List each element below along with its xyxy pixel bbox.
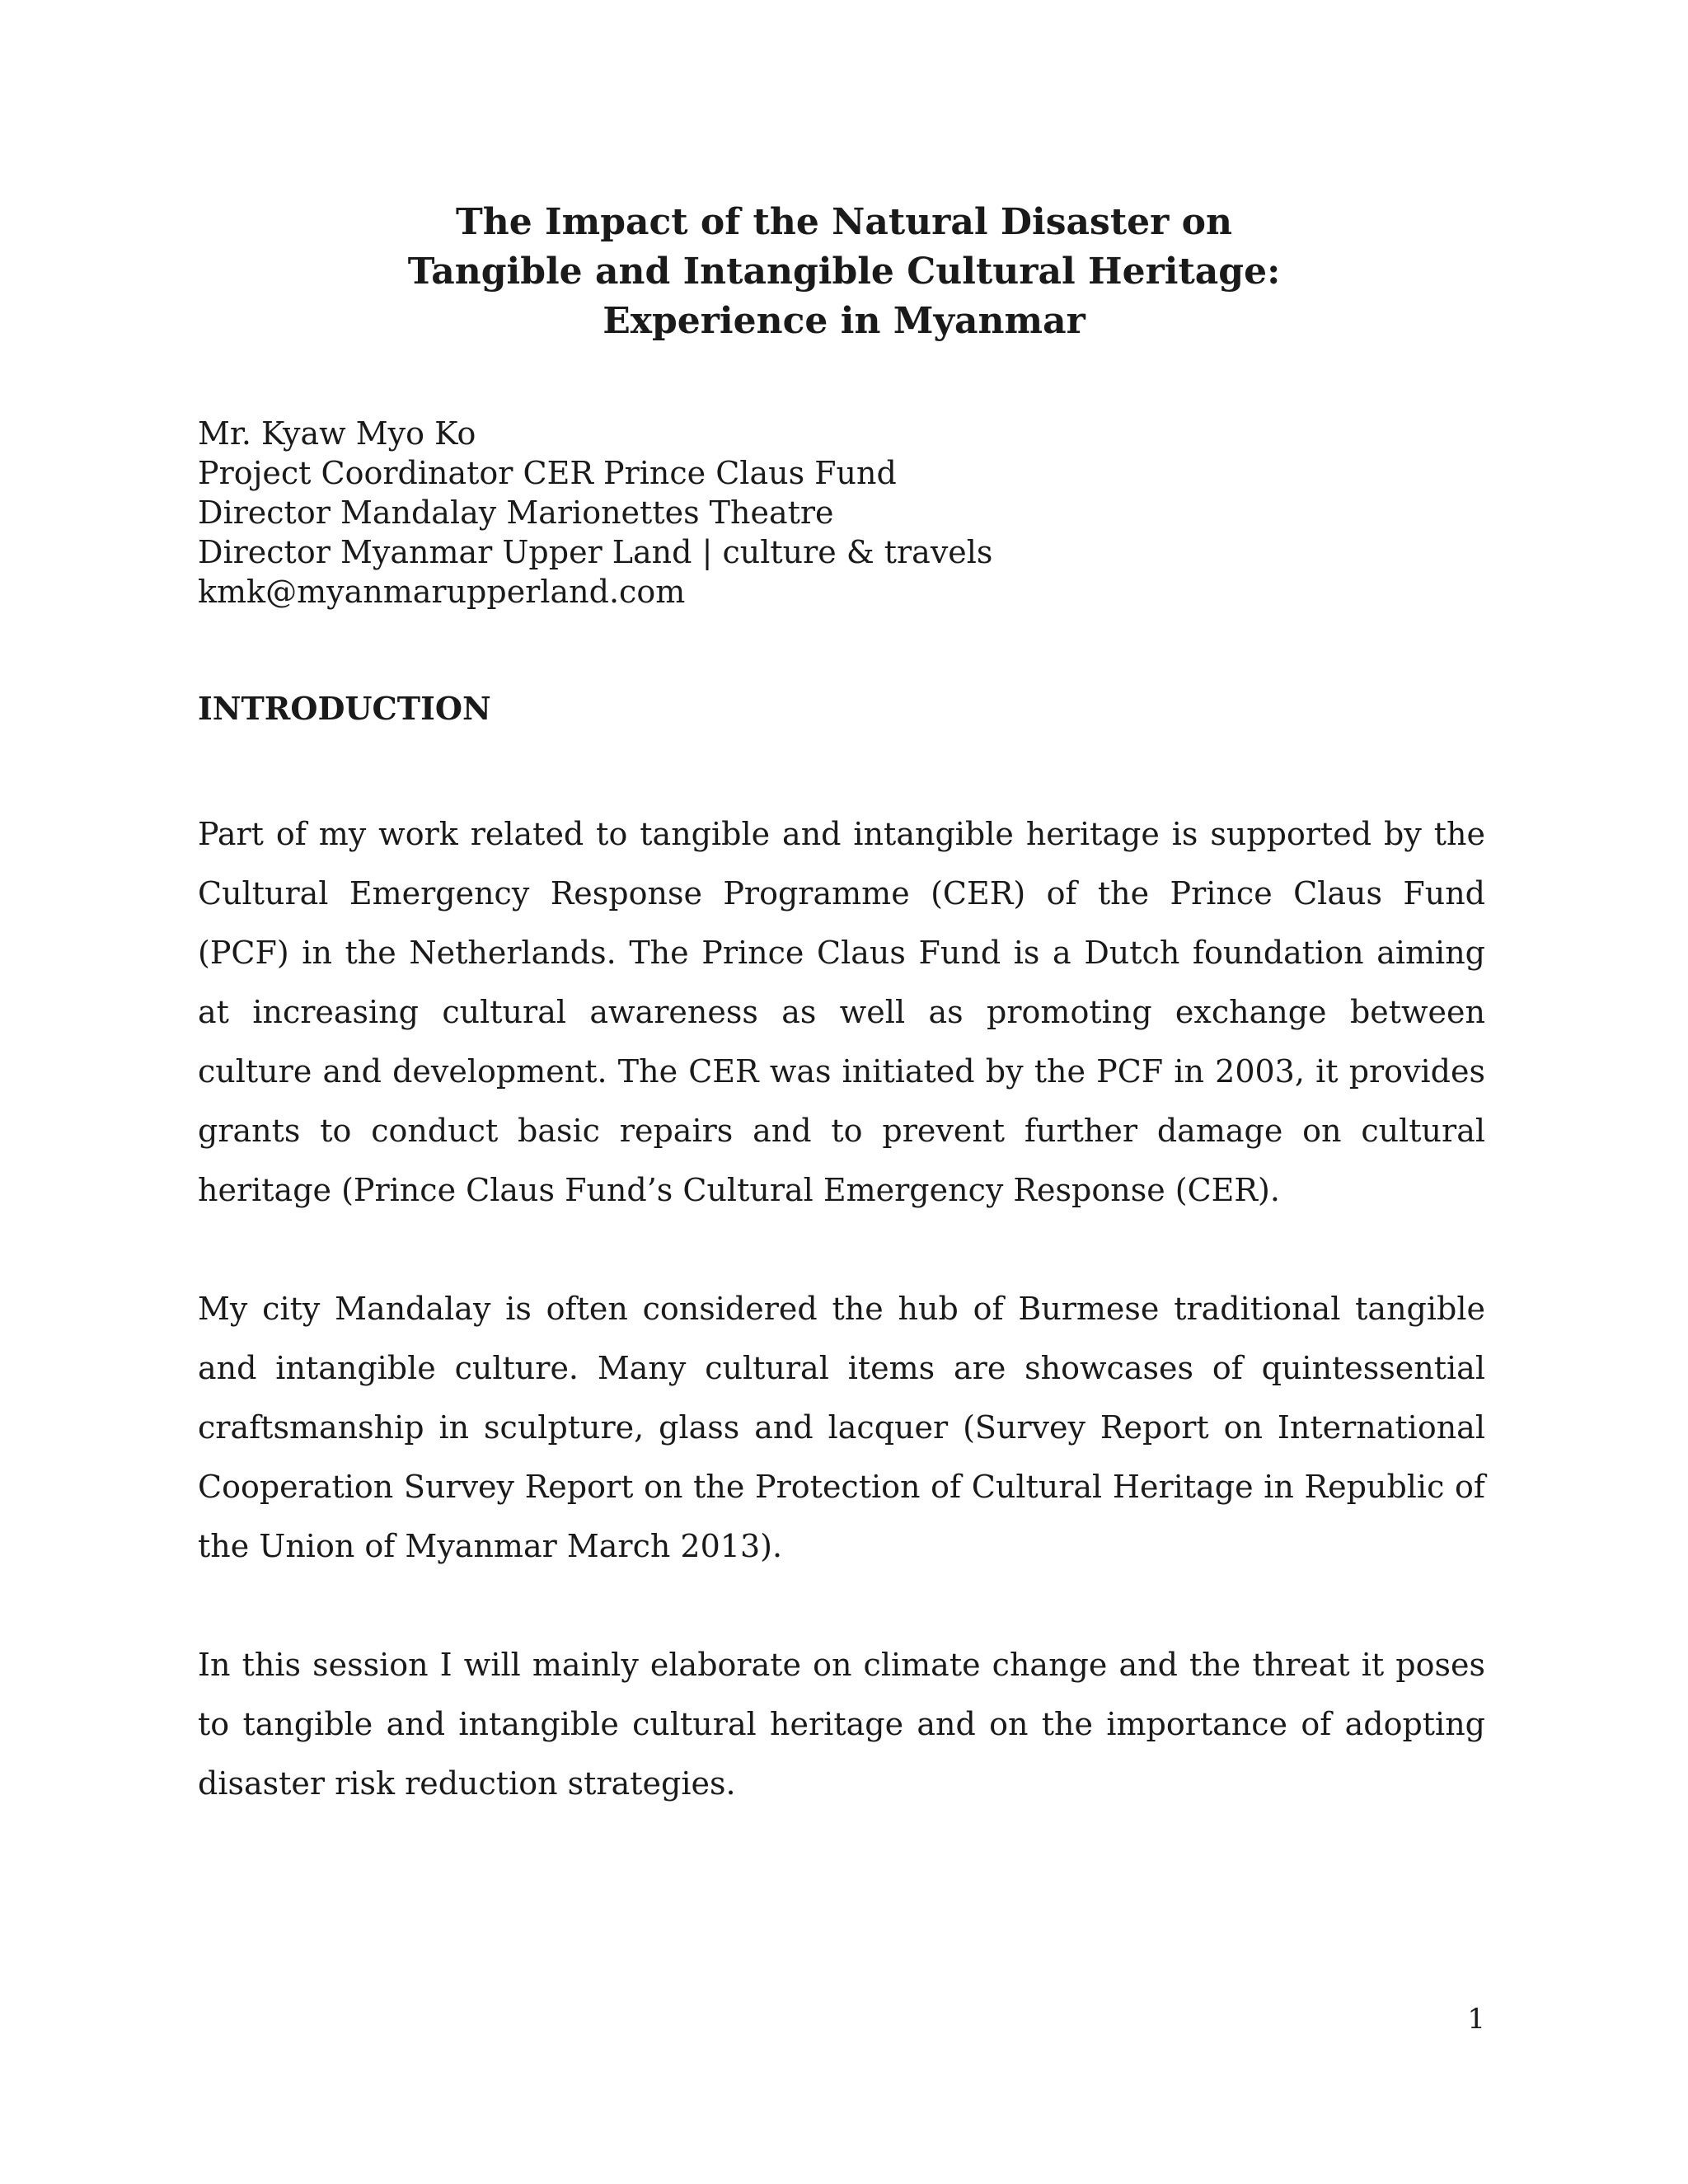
author-block (198, 414, 1484, 612)
title-line-2: Tangible and Intangible Cultural Heritage: (407, 251, 1281, 293)
author-role-3: Director Myanmar Upper Land | culture & travels (198, 534, 993, 570)
paragraph-3: In this session I will mainly elaborate on climate change and the threat it poses to tangible and intangible cultural heritage and on the importance of adopting disaster risk reduction strategies. (198, 1647, 1485, 1802)
paragraph-2: My city Mandalay is often considered the hub of Burmese traditional tangible and intangible culture. Many cultural items are showcases of quintessential craftsmanship in sculpture, glass and lacquer (Survey Report on International Cooperation Survey Report on the Protection of Cultural Heritage in Republic of the Union of Myanmar March 2013). (198, 1291, 1485, 1564)
author-email: kmk@myanmarupperland.com (198, 574, 686, 610)
title-line-3: Experience in Myanmar (603, 300, 1085, 342)
section-heading: INTRODUCTION (198, 690, 491, 727)
page-number: 1 (1467, 2003, 1485, 2036)
document-title (0, 198, 1688, 346)
author-name: Mr. Kyaw Myo Ko (198, 415, 476, 452)
paragraph-1: Part of my work related to tangible and intangible heritage is supported by the Cultural Emergency Response Programme (CER) of the Prince Claus Fund (PCF) in the Netherlands. The Prince Claus Fund is a Dutch foundation aiming at increasing cultural awareness as well as promoting exchange between culture and development. The CER was initiated by the PCF in 2003, it provides grants to conduct basic repairs and to prevent further damage on cultural heritage (Prince Claus Fund’s Cultural Emergency Response (CER). (198, 816, 1485, 1208)
author-role-1: Project Coordinator CER Prince Claus Fund (198, 455, 897, 491)
author-role-2: Director Mandalay Marionettes Theatre (198, 494, 834, 531)
title-line-1: The Impact of the Natural Disaster on (456, 201, 1232, 243)
